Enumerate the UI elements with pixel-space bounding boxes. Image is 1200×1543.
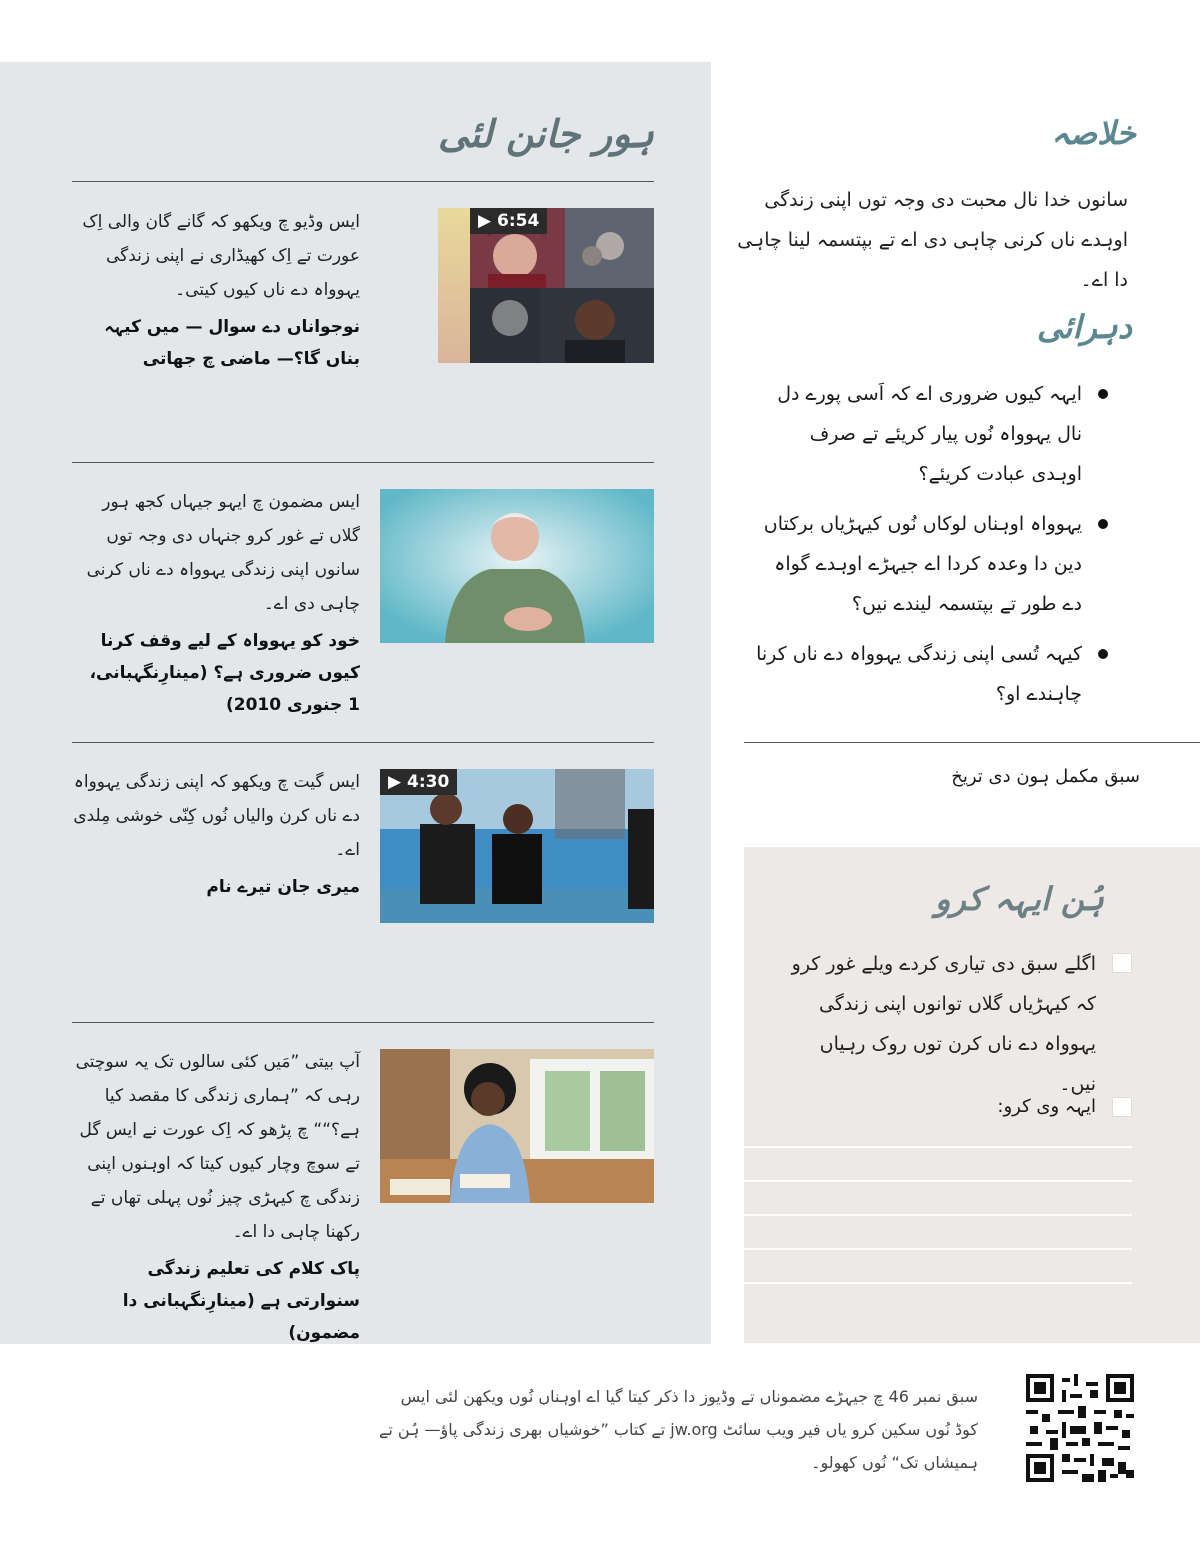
divider bbox=[744, 742, 1200, 743]
article-thumbnail[interactable] bbox=[380, 489, 654, 643]
write-line[interactable] bbox=[744, 1282, 1132, 1284]
more-item-link[interactable]: پاک کلام کی تعلیم زندگی سنوارتی ہے (مینارِنگہبانی دا مضمون) bbox=[122, 1259, 360, 1343]
divider bbox=[72, 1022, 654, 1023]
summary-title: خلاصہ bbox=[1051, 114, 1136, 152]
video-thumbnail[interactable] bbox=[470, 208, 654, 363]
write-line[interactable] bbox=[744, 1180, 1132, 1182]
checkbox[interactable] bbox=[1112, 1097, 1132, 1117]
more-item-text: ایس گیت چ ویکھو کہ اپنی زندگی یہوواہ دے ناں کرن والیاں نُوں کِنّی خوشی مِلدی اے۔ bbox=[73, 772, 360, 860]
video-duration-badge bbox=[470, 208, 547, 234]
duration-text: 4:30 bbox=[407, 772, 450, 792]
qr-code-icon[interactable] bbox=[1026, 1374, 1134, 1482]
do-now-item: ایہہ وی کرو: bbox=[997, 1096, 1096, 1117]
divider bbox=[72, 462, 654, 463]
divider bbox=[72, 742, 654, 743]
more-item-link[interactable]: میری جان تیرے نام bbox=[206, 877, 360, 897]
more-item-text: ایس مضمون چ ایہو جیہاں کجھ ہور گلاں تے غور کرو جنہاں دی وجہ توں سانوں اپنی زندگی یہوواہ دے ناں کرنی چاہی دی اے۔ bbox=[86, 492, 360, 614]
article-thumbnail-image bbox=[380, 489, 654, 643]
do-now-item: اگلے سبق دی تیاری کردے ویلے غور کرو کہ کیہڑیاں گلاں توانوں اپنی زندگی یہوواہ دے ناں کرن توں روک رہیاں نیں۔ bbox=[791, 953, 1096, 1095]
more-item-3 bbox=[72, 765, 360, 903]
more-item-link[interactable]: نوجواناں دے سوال — میں کیہہ بناں گا؟— ماضی چ جھاتی bbox=[104, 317, 360, 369]
review-question: یہوواہ اوہناں لوکاں نُوں کیہڑیاں برکتاں دین دا وعدہ کردا اے جیہڑے اوہدے گواہ دے طور تے بپتسمہ لیندے نیں؟ bbox=[754, 504, 1114, 624]
more-item-text: آپ بیتی ”مَیں کئی سالوں تک یہ سوچتی رہی کہ ”ہماری زندگی کا مقصد کیا ہے؟““ چ پڑھو کہ اِک عورت نے ایس گل تے سوچ وچار کیوں کیتا کہ اوہنوں اپنی زندگی چ کیہڑی چیز نُوں پہلی تھاں تے رکھنا چاہی دا اے۔ bbox=[75, 1052, 360, 1242]
review-question: کیہہ تُسی اپنی زندگی یہوواہ دے ناں کرنا چاہندے او؟ bbox=[754, 634, 1114, 714]
write-line[interactable] bbox=[744, 1214, 1132, 1216]
divider bbox=[72, 181, 654, 182]
review-list bbox=[754, 374, 1114, 724]
review-title: دہرائی bbox=[1036, 308, 1132, 346]
more-to-learn-title: ہور جانن لئی bbox=[438, 112, 654, 156]
more-item-1 bbox=[72, 205, 360, 375]
checkbox[interactable] bbox=[1112, 953, 1132, 973]
review-question: ایہہ کیوں ضروری اے کہ اَسی پورے دل نال یہوواہ نُوں پیار کریئے تے صرف اوہدی عبادت کریئے؟ bbox=[754, 374, 1114, 494]
video-duration-badge bbox=[380, 769, 457, 795]
do-now-title: ہُن ایہہ کرو bbox=[934, 880, 1104, 918]
footer-text: سبق نمبر 46 چ جیہڑے مضموناں تے وڈیوز دا ذکر کیتا گیا اے اوہناں نُوں ویکھن لئی ایس کوڈ نُوں سکین کرو یاں فیر ویب سائٹ jw.org تے کتاب ”خوشیاں بھری زندگی پاؤ— ہُن تے ہمیشاں تک“ نُوں کھولو۔ bbox=[378, 1387, 978, 1472]
thumbnail-edge bbox=[438, 208, 470, 363]
completion-date-label: سبق مکمل ہون دی تریخ bbox=[951, 766, 1140, 787]
play-icon: ▶ bbox=[478, 211, 492, 231]
article-thumbnail[interactable] bbox=[380, 1049, 654, 1203]
write-line[interactable] bbox=[744, 1248, 1132, 1250]
write-line[interactable] bbox=[744, 1146, 1132, 1148]
article-thumbnail-image bbox=[380, 1049, 654, 1203]
more-item-4 bbox=[72, 1045, 360, 1349]
summary-text: سانوں خدا نال محبت دی وجہ توں اپنی زندگی اوہدے ناں کرنی چاہی دی اے تے بپتسمہ لینا چاہی دا اے۔ bbox=[737, 189, 1128, 291]
more-item-2 bbox=[72, 485, 360, 721]
play-icon: ▶ bbox=[388, 772, 402, 792]
duration-text: 6:54 bbox=[497, 211, 540, 231]
video-thumbnail[interactable] bbox=[380, 769, 654, 923]
more-item-text: ایس وڈیو چ ویکھو کہ گانے گان والی اِک عورت تے اِک کھیڈاری نے اپنی زندگی یہوواہ دے ناں کیوں کیتی۔ bbox=[82, 212, 360, 300]
more-item-link[interactable]: خود کو یہوواہ کے لیے وقف کرنا کیوں ضروری ہے؟ (مینارِنگہبانی، 1 جنوری 2010) bbox=[89, 631, 360, 715]
